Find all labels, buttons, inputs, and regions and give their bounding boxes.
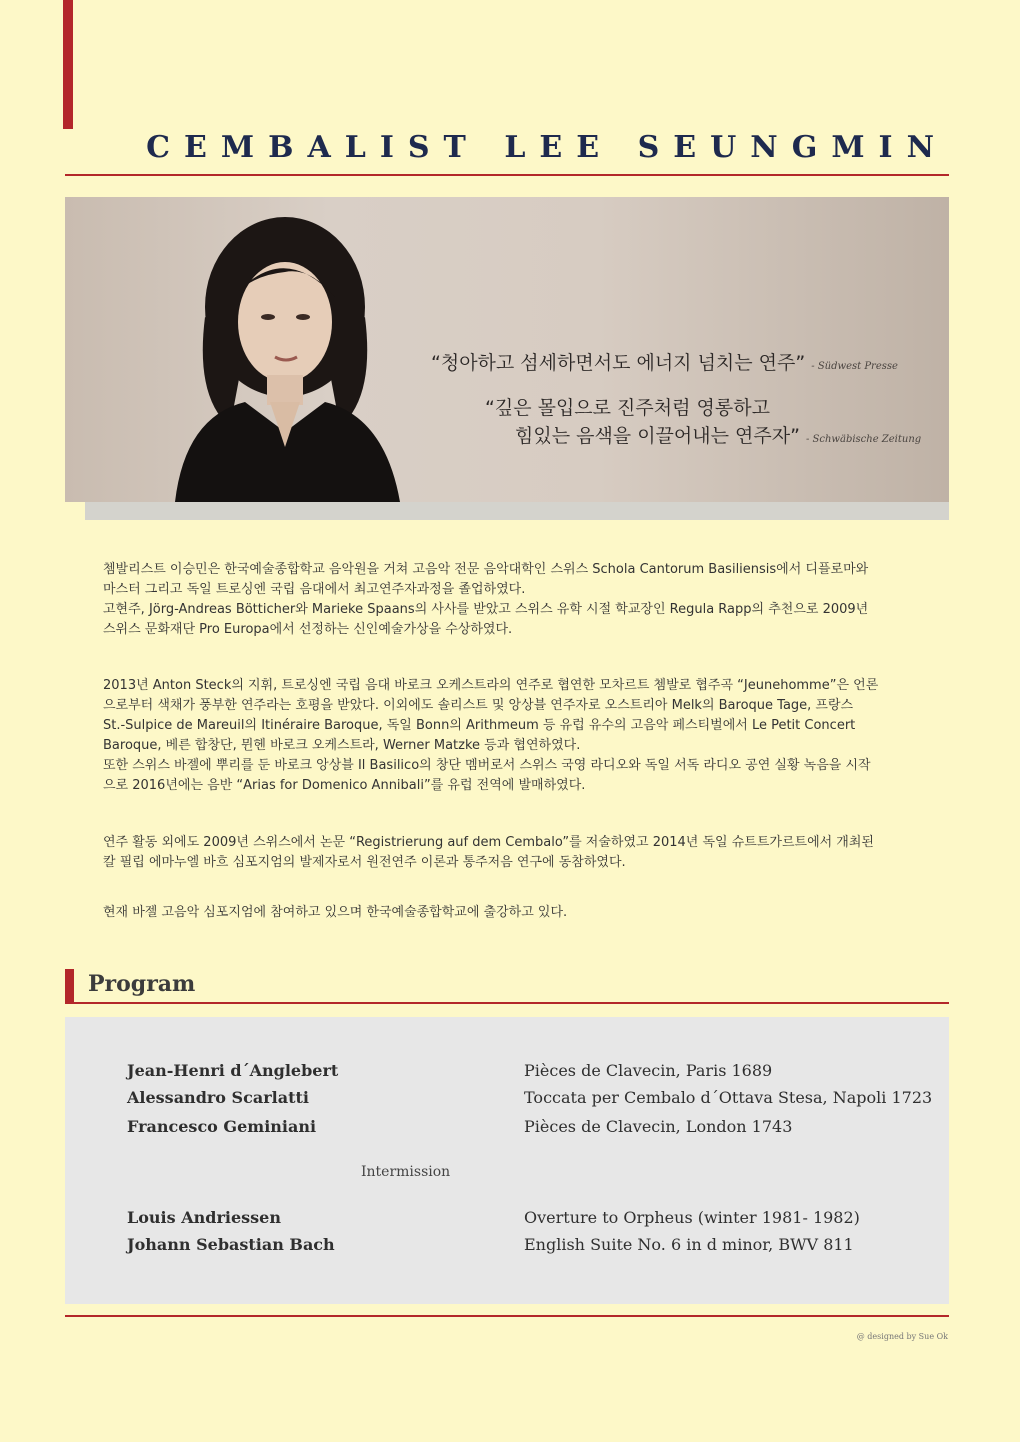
composer-name: Jean-Henri d´Anglebert — [127, 1061, 339, 1080]
program-list — [65, 1017, 949, 1304]
page-title: CEMBALIST LEE SEUNGMIN — [146, 130, 948, 165]
bio-line: 스위스 문화재단 Pro Europa에서 선정하는 신인예술가상을 수상하였다. — [103, 622, 513, 637]
bio-line: 현재 바젤 고음악 심포지엄에 참여하고 있으며 한국예술종합학교에 출강하고 있다. — [103, 905, 568, 920]
quote-2 — [485, 394, 921, 454]
quote-2-source: - Schwäbische Zeitung — [805, 434, 922, 445]
bio-line: 고현주, Jörg-Andreas Bötticher와 Marieke Spaans의 사사를 받았고 스위스 유학 시절 학교장인 Regula Rapp의 추천으로 2009년 — [103, 602, 869, 617]
composer-name: Francesco Geminiani — [127, 1117, 317, 1136]
bio-line: 마스터 그리고 독일 트로싱엔 국립 음대에서 최고연주자과정을 졸업하였다. — [103, 582, 526, 597]
composer-name: Alessandro Scarlatti — [127, 1088, 309, 1107]
top-accent-bar — [63, 0, 73, 129]
bio-line: 또한 스위스 바젤에 뿌리를 둔 바로크 앙상블 Il Basilico의 창단 멤버로서 스위스 국영 라디오와 독일 서독 라디오 공연 실황 녹음을 시작 — [103, 758, 871, 773]
quote-2-line-1: “깊은 몰입으로 진주처럼 영롱하고 — [485, 397, 770, 419]
hero-banner — [65, 197, 949, 502]
title-divider — [65, 174, 949, 176]
work-title: Overture to Orpheus (winter 1981- 1982) — [524, 1208, 860, 1227]
bio-paragraph-1 — [103, 560, 935, 640]
bio-paragraph-3 — [103, 833, 935, 873]
bio-line: 2013년 Anton Steck의 지휘, 트로싱엔 국립 음대 바로크 오케스트라의 연주로 협연한 모차르트 쳄발로 협주곡 “Jeunehomme”은 언론 — [103, 678, 879, 693]
bio-line: 칼 필립 에마누엘 바흐 심포지엄의 발제자로서 원전연주 이론과 통주저음 연구에 동참하였다. — [103, 855, 626, 870]
designer-credit: @ designed by Sue Ok — [856, 1332, 948, 1341]
bio-line: 으로 2016년에는 음반 “Arias for Domenico Annibali”를 유럽 전역에 발매하였다. — [103, 778, 586, 793]
bio-line: St.-Sulpice de Mareuil의 Itinéraire Baroque, 독일 Bonn의 Arithmeum 등 유럽 유수의 고음악 페스티벌에서 Le Petit Concert — [103, 718, 856, 733]
composer-name: Johann Sebastian Bach — [127, 1235, 335, 1254]
work-title: Pièces de Clavecin, Paris 1689 — [524, 1061, 773, 1080]
intermission-label: Intermission — [361, 1164, 451, 1180]
bio-paragraph-4 — [103, 903, 935, 923]
quote-1-text: “청아하고 섬세하면서도 에너지 넘치는 연주” — [431, 352, 806, 374]
program-accent-bar — [65, 969, 74, 1004]
work-title: English Suite No. 6 in d minor, BWV 811 — [524, 1235, 854, 1254]
bio-line: Baroque, 베른 합창단, 뮌헨 바로크 오케스트라, Werner Matzke 등과 협연하였다. — [103, 738, 581, 753]
work-title: Pièces de Clavecin, London 1743 — [524, 1117, 793, 1136]
quote-2-line-2-wrap — [485, 422, 921, 454]
program-divider — [65, 1002, 949, 1004]
bio-line: 연주 활동 외에도 2009년 스위스에서 논문 “Registrierung auf dem Cembalo”를 저술하였고 2014년 독일 슈트트가르트에서 개최된 — [103, 835, 874, 850]
portrait-photo — [135, 197, 435, 502]
quote-1 — [431, 348, 898, 375]
work-title: Toccata per Cembalo d´Ottava Stesa, Napoli 1723 — [524, 1088, 933, 1107]
bio-line: 쳄발리스트 이승민은 한국예술종합학교 음악원을 거쳐 고음악 전문 음악대학인 스위스 Schola Cantorum Basiliensis에서 디플로마와 — [103, 562, 869, 577]
quote-2-line-2: 힘있는 음색을 이끌어내는 연주자” — [515, 425, 800, 447]
quote-1-source: - Südwest Presse — [811, 361, 898, 372]
bio-paragraph-2 — [103, 676, 935, 796]
hero-shadow — [85, 502, 949, 520]
program-heading: Program — [88, 971, 196, 997]
footer-divider — [65, 1315, 949, 1317]
bio-line: 으로부터 색채가 풍부한 연주라는 호평을 받았다. 이외에도 솔리스트 및 앙상블 연주자로 오스트리아 Melk의 Baroque Tage, 프랑스 — [103, 698, 854, 713]
composer-name: Louis Andriessen — [127, 1208, 281, 1227]
